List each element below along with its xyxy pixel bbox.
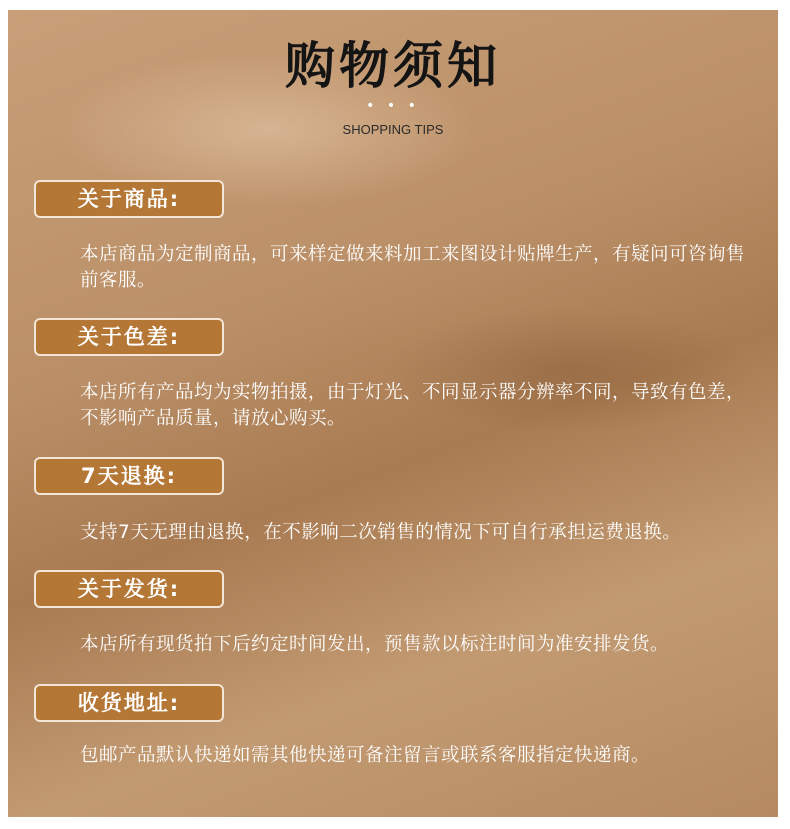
shopping-tips-panel: [8, 10, 778, 817]
section-heading-shipping: 关于发货:: [34, 570, 224, 608]
section-body-7-day-return: 支持7天无理由退换，在不影响二次销售的情况下可自行承担运费退换。: [80, 522, 682, 543]
section-heading-delivery-address: 收货地址:: [34, 684, 224, 722]
page-title: 购物须知: [285, 37, 501, 95]
section-body-color-difference: 本店所有产品均为实物拍摄，由于灯光、不同显示器分辨率不同，导致有色差，不影响产品质量，请放心购买。: [80, 382, 746, 429]
section-heading-7-day-return: 7天退换:: [34, 457, 224, 495]
section-body-delivery-address: 包邮产品默认快递如需其他快递可备注留言或联系客服指定快递商。: [80, 745, 651, 766]
section-body-product: 本店商品为定制商品，可来样定做来料加工来图设计贴牌生产，有疑问可咨询售前客服。: [80, 244, 746, 291]
section-heading-product: 关于商品:: [34, 180, 224, 218]
page-subtitle: SHOPPING TIPS: [342, 122, 444, 137]
section-body-shipping: 本店所有现货拍下后约定时间发出，预售款以标注时间为准安排发货。: [80, 634, 670, 655]
title-dots-ornament: • • •: [366, 98, 420, 114]
section-heading-color-difference: 关于色差:: [34, 318, 224, 356]
